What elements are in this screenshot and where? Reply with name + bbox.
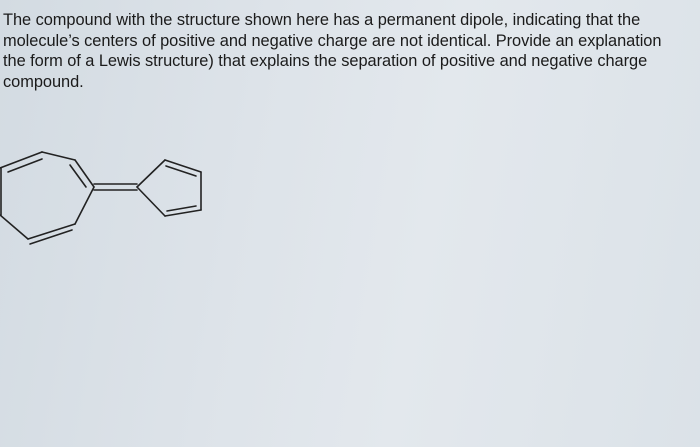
bond-ring5-e (137, 187, 165, 216)
bond-ring7-b (42, 152, 75, 160)
bond-ring7-a-double (8, 159, 42, 172)
bond-ring5-b-double (166, 166, 196, 176)
question-text (3, 10, 700, 92)
bond-ring7-c (75, 160, 94, 187)
question-line-3: the form of a Lewis structure) that explains the separation of positive and negative charge (3, 52, 648, 70)
bond-ring7-a (0, 152, 42, 168)
bond-ring5-d-double (167, 206, 196, 211)
question-line-1: The compound with the structure shown here has a permanent dipole, indicating that the (3, 11, 641, 29)
question-line-4: compound. (3, 72, 84, 91)
bond-ring7-c-double (70, 165, 86, 187)
bond-ring5-b (165, 160, 201, 172)
question-line-2: molecule’s centers of positive and negative charge are not identical. Provide an explanation (3, 31, 662, 50)
bond-ring5-a (137, 160, 165, 187)
sesquifulvalene-structure-icon (0, 138, 220, 248)
bond-ring7-d (75, 187, 94, 224)
bond-ring7-f (0, 215, 28, 239)
